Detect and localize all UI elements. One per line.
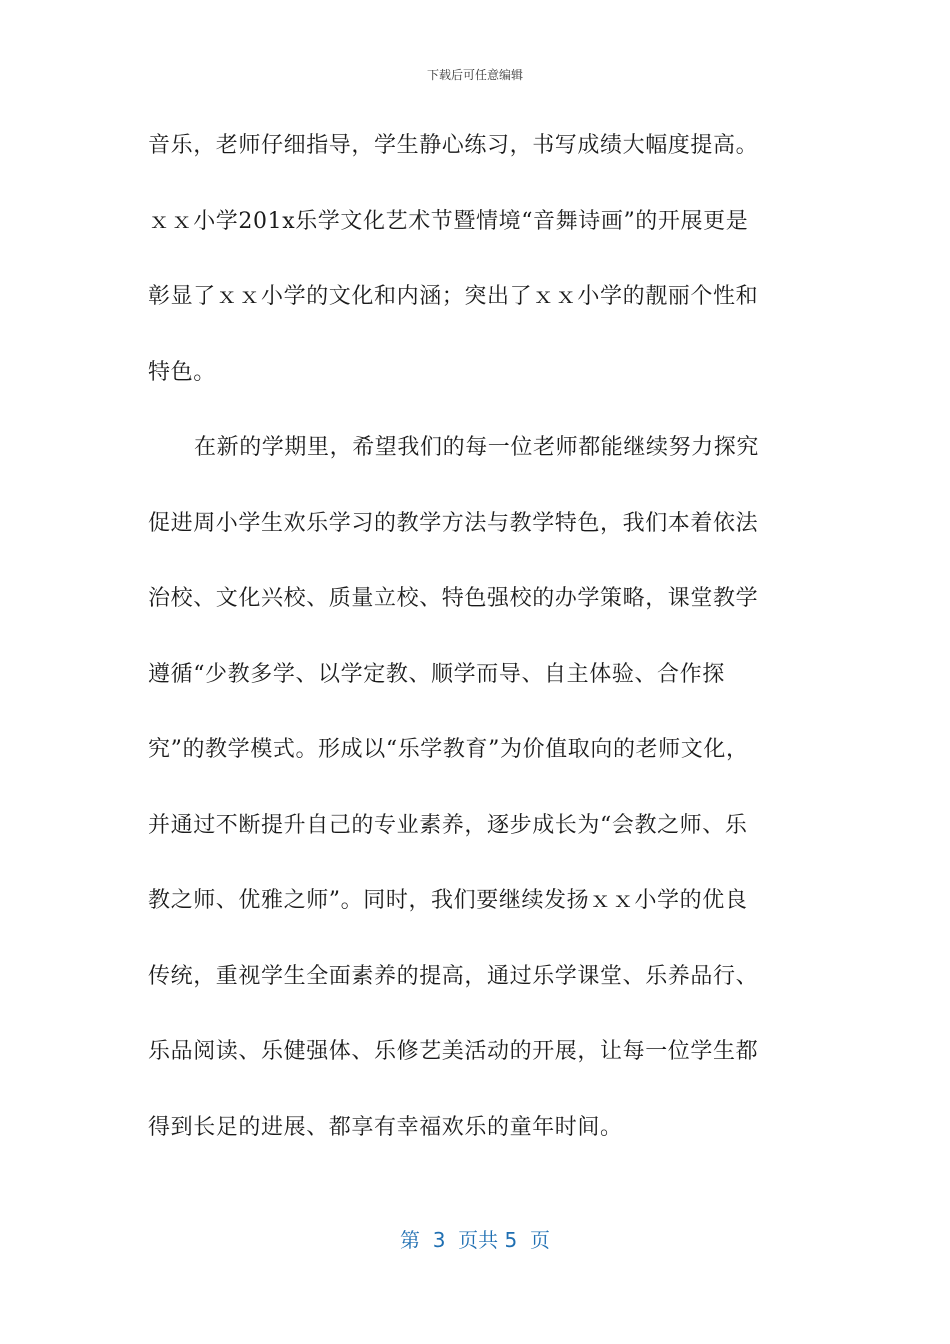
text-line: ｘｘ小学201x乐学文化艺术节暨情境“音舞诗画”的开展更是 — [148, 208, 749, 234]
page-number-footer: 第 3 页共 5 页 — [400, 1228, 550, 1252]
document-body — [148, 124, 808, 1181]
page-header-note: 下载后可任意编辑 — [426, 68, 523, 82]
text-line: 传统，重视学生全面素养的提高，通过乐学课堂、乐养品行、 — [148, 963, 759, 989]
text-line: 彰显了ｘｘ小学的文化和内涵；突出了ｘｘ小学的靓丽个性和 — [148, 284, 759, 309]
text-line: 治校、文化兴校、质量立校、特色强校的办学策略，课堂教学 — [148, 586, 759, 611]
text-line: 特色。 — [148, 359, 216, 385]
text-line: 乐品阅读、乐健强体、乐修艺美活动的开展，让每一位学生都 — [148, 1039, 759, 1064]
text-line: 音乐，老师仔细指导，学生静心练习，书写成绩大幅度提高。 — [148, 133, 759, 158]
text-line: 究”的教学模式。形成以“乐学教育”为价值取向的老师文化， — [148, 737, 749, 762]
text-line: 遵循“少教多学、以学定教、顺学而导、自主体验、合作探 — [148, 661, 725, 687]
paragraph-start-line: 在新的学期里，希望我们的每一位老师都能继续努力探究 — [194, 435, 760, 460]
text-line: 并通过不断提升自己的专业素养，逐步成长为“会教之师、乐 — [148, 812, 748, 838]
text-line: 促进周小学生欢乐学习的教学方法与教学特色，我们本着依法 — [148, 510, 759, 536]
text-line: 教之师、优雅之师”。同时，我们要继续发扬ｘｘ小学的优良 — [148, 888, 748, 913]
text-line: 得到长足的进展、都享有幸福欢乐的童年时间。 — [148, 1114, 623, 1140]
